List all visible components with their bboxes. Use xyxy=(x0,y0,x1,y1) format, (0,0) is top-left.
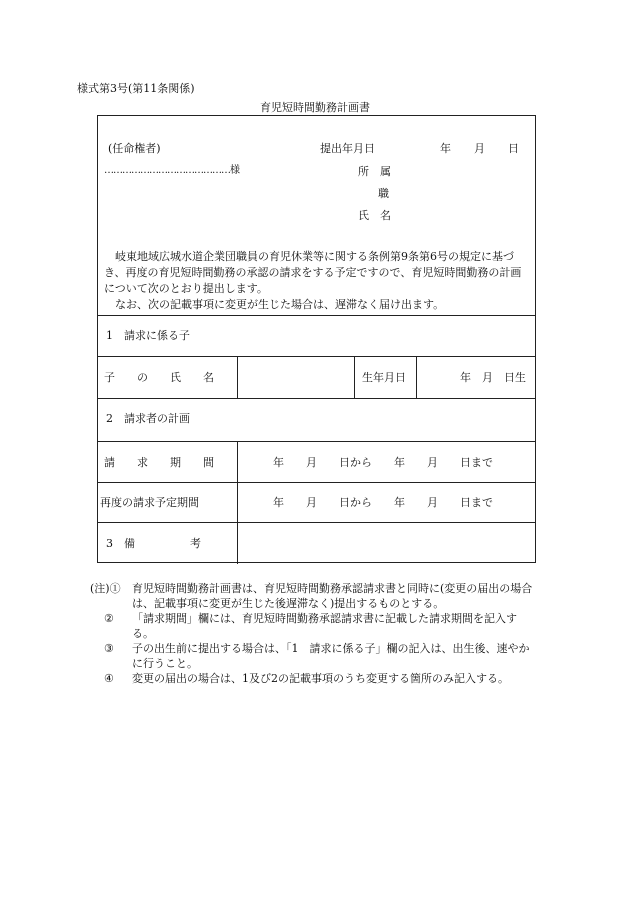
statement-paragraph: 岐東地域広城水道企業団職員の育児休業等に関する条例第9条第6号の規定に基づき、再度の育児短時間勤務の承認の請求をする予定ですので、育児短時間勤務の計画について次のとおり提出します。 xyxy=(104,250,522,295)
re-request-period-label: 再度の請求予定期間 xyxy=(100,496,199,509)
request-period-value[interactable]: 年 月 日から 年 月 日まで xyxy=(273,456,493,469)
divider xyxy=(98,441,535,442)
child-name-field[interactable] xyxy=(238,366,354,390)
name-label: 氏 名 xyxy=(358,209,391,222)
appointer-label: (任命権者) xyxy=(108,142,161,155)
addressee-line: ……………………………………様 xyxy=(104,165,239,176)
note-text: 変更の届出の場合は、1及び2の記載事項のうち変更する箇所のみ記入する。 xyxy=(132,672,509,685)
form-number-label: 様式第3号(第11条関係) xyxy=(77,82,195,95)
divider xyxy=(416,356,417,398)
divider xyxy=(98,522,535,523)
note-text: 「請求期間」欄には、育児短時間勤務承認請求書に記載した請求期間を記入する。 xyxy=(132,612,517,640)
divider xyxy=(354,356,355,398)
remarks-field[interactable] xyxy=(238,526,534,560)
dob-value[interactable]: 年 月 日生 xyxy=(460,371,526,384)
form-table xyxy=(97,115,536,563)
position-label: 職 xyxy=(378,187,389,200)
remarks-label: 3 備 考 xyxy=(106,537,201,550)
note-marker: (注)① xyxy=(90,582,121,595)
note-item xyxy=(90,581,536,611)
divider xyxy=(98,398,535,399)
month-label: 月 xyxy=(474,142,485,155)
note-item xyxy=(104,671,536,686)
divider xyxy=(98,482,535,483)
dob-label: 生年月日 xyxy=(362,371,406,384)
document-title: 育児短時間勤務計画書 xyxy=(260,101,370,114)
change-notice-paragraph: なお、次の記載事項に変更が生じた場合は、遅滞なく届け出ます。 xyxy=(104,298,445,311)
request-period-label: 請 求 期 間 xyxy=(104,456,214,469)
section1-heading: 1 請求に係る子 xyxy=(106,329,190,342)
affiliation-label: 所 属 xyxy=(358,165,391,178)
note-marker: ③ xyxy=(104,642,114,655)
notes-section xyxy=(90,581,536,686)
re-request-period-value[interactable]: 年 月 日から 年 月 日まで xyxy=(273,496,493,509)
note-marker: ② xyxy=(104,612,114,625)
divider xyxy=(98,356,535,357)
note-text: 子の出生前に提出する場合は、「1 請求に係る子」欄の記入は、出生後、速やかに行うこと。 xyxy=(132,642,530,670)
note-item xyxy=(104,641,536,671)
divider xyxy=(98,315,535,316)
child-name-label: 子 の 氏 名 xyxy=(104,371,214,384)
day-label: 日 xyxy=(508,142,519,155)
section2-heading: 2 請求者の計画 xyxy=(106,412,190,425)
note-item xyxy=(104,611,536,641)
year-label: 年 xyxy=(440,142,451,155)
note-marker: ④ xyxy=(104,672,114,685)
note-text: 育児短時間勤務計画書は、育児短時間勤務承認請求書と同時に(変更の届出の場合は、記載事項に変更が生じた後遅滞なく)提出するものとする。 xyxy=(132,582,533,610)
submission-date-label: 提出年月日 xyxy=(320,142,375,155)
